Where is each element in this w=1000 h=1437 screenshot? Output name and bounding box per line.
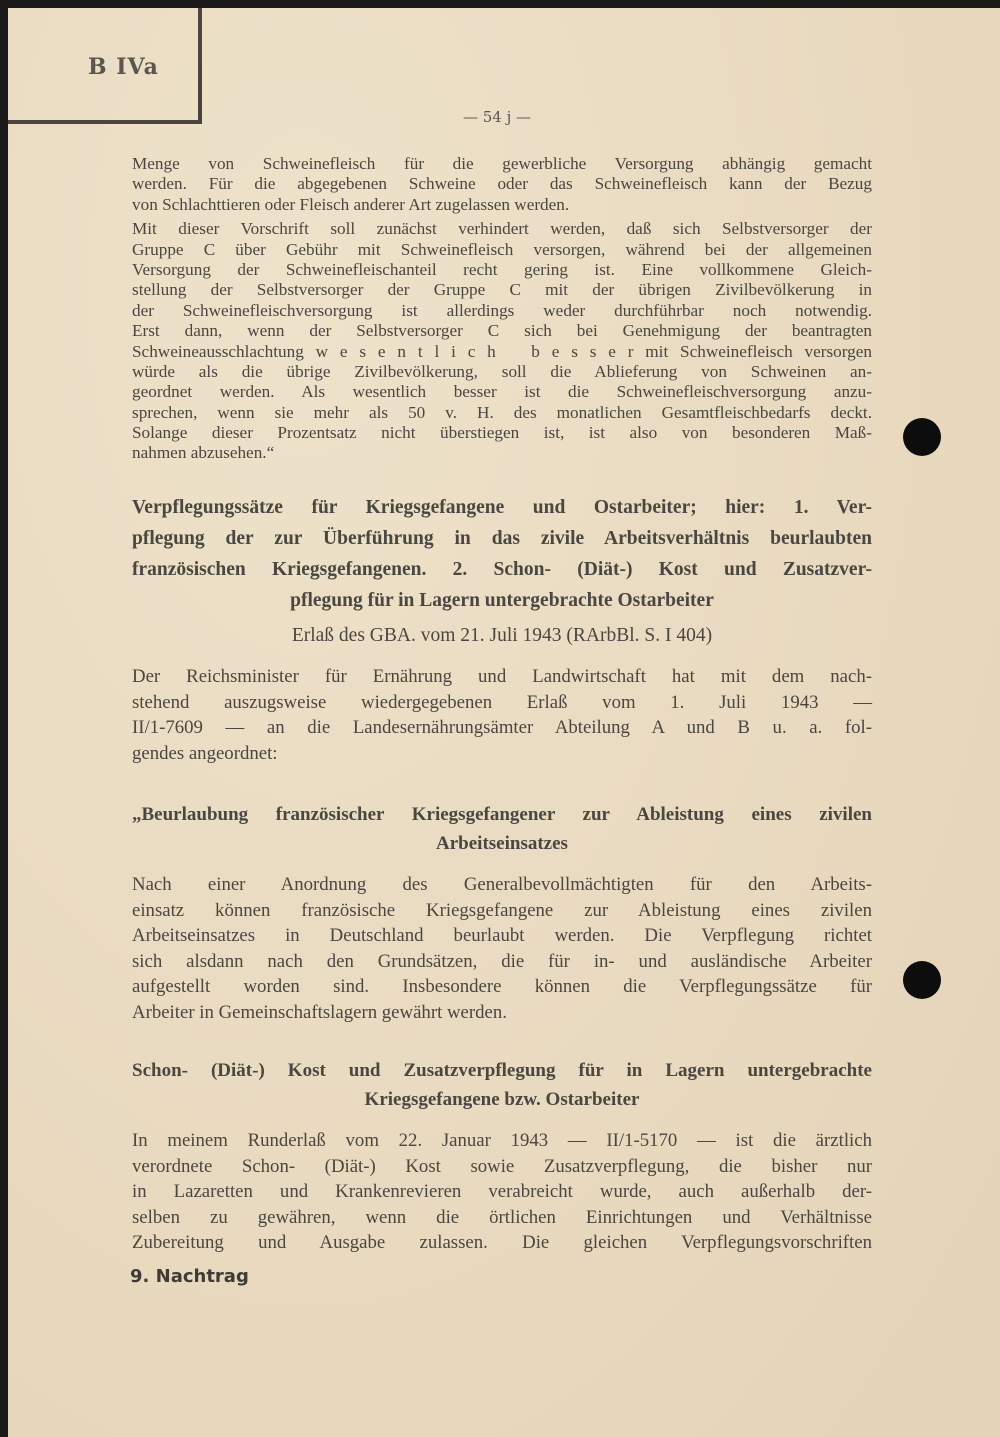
text-line: verordnete Schon- (Diät-) Kost sowie Zusatzverpflegung, die bisher nur [132,1155,872,1177]
text-line: In meinem Runderlaß vom 22. Januar 1943 — II/1-5170 — ist die ärztlich [132,1130,872,1151]
text-line: geordnet werden. Als wesentlich besser ist die Schweinefleischversorgung anzu- [132,382,872,402]
text-line: stehend auszugsweise wiedergegebenen Erlaß vom 1. Juli 1943 — [132,691,872,713]
supplement-label: 9. Nachtrag [130,1266,249,1287]
heading-line: Arbeitseinsatzes [436,833,568,854]
heading-line: pflegung für in Lagern untergebrachte Ostarbeiter [290,590,714,611]
text-line: von Schlachttieren oder Fleisch anderer Art zugelassen werden. [132,194,570,214]
text-line: nahmen abzusehen.“ [132,443,275,463]
text-line: in Lazaretten und Krankenrevieren verabreicht wurde, auch außerhalb der- [132,1181,872,1202]
text-line: Der Reichsminister für Ernährung und Landwirtschaft hat mit dem nach- [132,666,872,687]
text-line: Solange dieser Prozentsatz nicht überstiegen ist, ist also von besonderen Maß- [132,423,872,443]
decree-reference: Erlaß des GBA. vom 21. Juli 1943 (RArbBl. S. I 404) [291,625,713,646]
section-label: B IVa [88,54,159,80]
text-line: Menge von Schweinefleisch für die gewerbliche Versorgung abhängig gemacht [132,154,872,173]
text-line: Erst dann, wenn der Selbstversorger C sich bei Genehmigung der beantragten [132,321,872,341]
text-line: Arbeiter in Gemeinschaftslagern gewährt werden. [132,1001,507,1023]
paragraph-3 [132,872,872,1025]
heading-line: französischen Kriegsgefangenen. 2. Schon- (Diät-) Kost und Zusatzver- [132,559,872,580]
punch-hole-icon [903,418,941,456]
text-line: II/1-7609 — an die Landesernährungsämter Abteilung A und B u. a. fol- [132,717,872,738]
text-line: gendes angeordnet: [132,742,278,764]
text-line: der Schweinefleischversorgung ist allerdings weder durchführbar noch notwendig. [132,300,872,320]
text-line: Gruppe C über Gebühr mit Schweinefleisch versorgen, während bei der allgemeinen [132,239,872,259]
text-line: einsatz können französische Kriegsgefangene zur Ableistung eines zivilen [132,899,872,921]
text-line: Zubereitung und Ausgabe zulassen. Die gleichen Verpflegungsvorschriften [132,1232,872,1253]
text-line: werden. Für die abgegebenen Schweine oder das Schweinefleisch kann der Bezug [132,174,872,194]
text-line: Schweineausschlachtung w e s e n t l i c h b e s s e r mit Schweinefleisch versorgen [132,341,872,361]
text-line: selben zu gewähren, wenn die örtlichen Einrichtungen und Verhältnisse [132,1206,872,1228]
punch-hole-icon [903,961,941,999]
section-heading-2 [132,800,872,858]
text-line: Nach einer Anordnung des Generalbevollmächtigten für den Arbeits- [132,874,872,895]
section-heading-1 [132,492,872,616]
text-line: sich alsdann nach den Grundsätzen, die für in- und ausländische Arbeiter [132,950,872,972]
paragraph-2 [132,664,872,766]
heading-line: Kriegsgefangene bzw. Ostarbeiter [364,1089,640,1110]
heading-line: Verpflegungssätze für Kriegsgefangene und Ostarbeiter; hier: 1. Ver- [132,497,872,518]
text-line: Versorgung der Schweinefleischanteil recht gering ist. Eine vollkommene Gleich- [132,259,872,279]
text-line: Arbeitseinsatzes in Deutschland beurlaubt werden. Die Verpflegung richtet [132,925,872,946]
text-line: aufgestellt worden sind. Insbesondere können die Verpflegungssätze für [132,976,872,997]
heading-line: pflegung der zur Überführung in das zivile Arbeitsverhältnis beurlaubten [132,528,872,549]
intro-text [132,154,872,464]
section-tab [8,8,202,124]
paragraph-4 [132,1128,872,1256]
text-line: Mit dieser Vorschrift soll zunächst verhindert werden, daß sich Selbstversorger der [132,219,872,239]
heading-line: Schon- (Diät-) Kost und Zusatzverpflegung für in Lagern untergebrachte [132,1060,872,1081]
text-line: stellung der Selbstversorger der Gruppe C mit der übrigen Zivilbevölkerung in [132,280,872,300]
section-heading-3 [132,1056,872,1114]
heading-line: „Beurlaubung französischer Kriegsgefangener zur Ableistung eines zivilen [132,804,872,825]
text-line: würde als die übrige Zivilbevölkerung, soll die Ablieferung von Schweinen an- [132,361,872,381]
text-line: sprechen, wenn sie mehr als 50 v. H. des monatlichen Gesamtfleischbedarfs deckt. [132,402,872,422]
page-number: — 54 j — [463,108,532,126]
